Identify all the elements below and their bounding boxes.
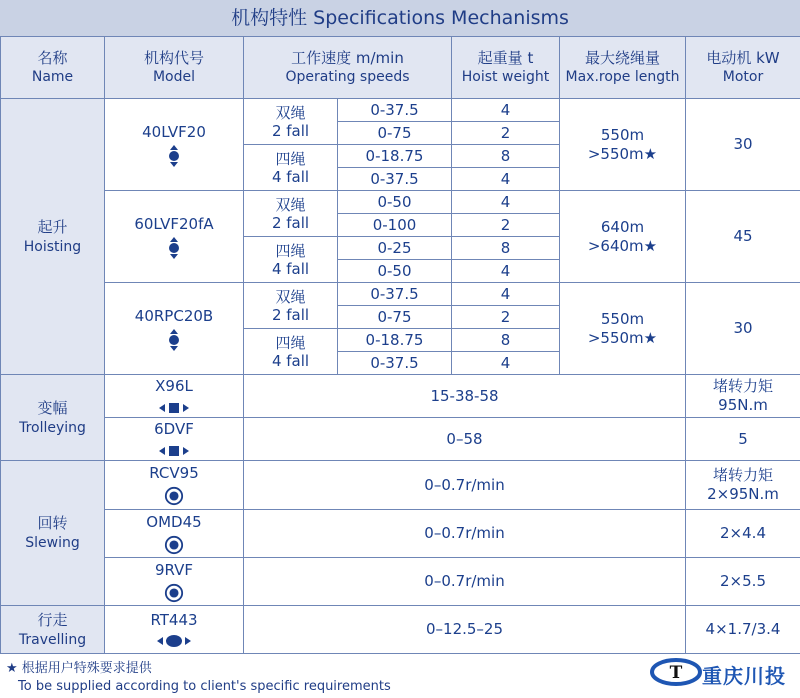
category-label-cn: 回转 <box>37 514 68 532</box>
model-code: 9RVF <box>154 560 194 579</box>
fall-4-label <box>244 329 338 375</box>
weight-value: 4 <box>500 354 511 372</box>
speed-cell <box>244 375 686 418</box>
model-code: OMD45 <box>146 512 202 531</box>
weight-cell <box>452 122 560 145</box>
motor-value: 45 <box>733 227 753 245</box>
fall-en: 4 fall <box>271 167 310 186</box>
weight-cell <box>452 329 560 352</box>
speed-cell <box>244 606 686 654</box>
table-row <box>1 461 800 510</box>
table-row <box>1 418 800 461</box>
weight-cell <box>452 99 560 122</box>
weight-value: 8 <box>500 147 511 165</box>
fall-cn: 四绳 <box>275 241 306 260</box>
speed-value: 0-37.5 <box>370 354 419 372</box>
table-row <box>1 99 800 122</box>
model-code: 60LVF20fA <box>134 214 214 233</box>
category-hoisting <box>1 99 105 375</box>
speed-value: 0-100 <box>372 216 417 234</box>
fall-cn: 双绳 <box>275 195 306 214</box>
speed-cell <box>244 418 686 461</box>
speed-value: 0–0.7r/min <box>424 524 505 542</box>
model-cell <box>105 375 244 418</box>
table-header-row <box>1 37 800 99</box>
speed-value: 0-18.75 <box>365 331 424 349</box>
header-model: 机构代号 Model <box>105 37 244 99</box>
motor-cell <box>686 418 800 461</box>
speed-cell <box>338 283 452 306</box>
vertical-arrows-icon <box>162 145 186 167</box>
table-row <box>1 191 800 214</box>
speed-value: 0-37.5 <box>370 285 419 303</box>
speed-value: 0-75 <box>377 124 412 142</box>
rope-cell <box>560 283 686 375</box>
category-label-en: Travelling <box>18 631 87 648</box>
vertical-arrows-icon <box>162 329 186 351</box>
model-cell <box>105 99 244 191</box>
weight-cell <box>452 168 560 191</box>
model-code: RCV95 <box>149 464 199 482</box>
speed-cell <box>338 329 452 352</box>
motor-cell <box>686 510 800 558</box>
speed-cell <box>244 558 686 606</box>
model-cell <box>105 418 244 461</box>
category-label-cn: 起升 <box>37 217 68 236</box>
speed-cell <box>338 352 452 375</box>
rope-value-optional: >550m★ <box>587 328 658 347</box>
rope-cell <box>560 99 686 191</box>
speed-cell <box>338 237 452 260</box>
horizontal-arrows-icon <box>159 444 189 458</box>
speed-value: 0-50 <box>377 262 412 280</box>
speed-value: 0–58 <box>446 429 483 448</box>
weight-value: 2 <box>500 124 511 142</box>
table-row <box>1 283 800 306</box>
weight-value: 8 <box>500 239 511 257</box>
model-cell <box>105 191 244 283</box>
category-travelling <box>1 606 105 654</box>
speed-cell <box>338 168 452 191</box>
model-cell <box>105 558 244 606</box>
rope-value: 550m <box>600 309 645 328</box>
motor-value: 30 <box>733 319 753 337</box>
speed-value: 15-38-58 <box>430 386 499 405</box>
fall-en: 4 fall <box>271 259 310 278</box>
footnote-cn: ★ 根据用户特殊要求提供 <box>6 661 152 676</box>
motor-cell <box>686 558 800 606</box>
motor-value: 堵转力矩 <box>712 377 773 395</box>
speed-cell <box>338 306 452 329</box>
speed-value: 0–0.7r/min <box>424 475 505 494</box>
speed-value: 0-37.5 <box>370 170 419 188</box>
speed-cell <box>338 260 452 283</box>
motor-cell <box>686 283 800 375</box>
fall-en: 2 fall <box>271 305 310 324</box>
speed-value: 0-18.75 <box>365 147 424 165</box>
category-label-en: Slewing <box>25 535 80 551</box>
travel-arrows-icon <box>157 633 191 649</box>
speed-cell <box>338 145 452 168</box>
weight-cell <box>452 214 560 237</box>
fall-2-label <box>244 283 338 329</box>
category-label-cn: 变幅 <box>37 398 68 417</box>
speed-cell <box>338 214 452 237</box>
fall-cn: 双绳 <box>275 103 306 122</box>
rope-value: 640m <box>600 217 645 236</box>
weight-value: 4 <box>500 262 511 280</box>
table-row <box>1 375 800 418</box>
model-code: X96L <box>155 377 193 395</box>
weight-value: 4 <box>500 101 511 119</box>
table-row <box>1 558 800 606</box>
fall-2-label <box>244 99 338 145</box>
speed-cell <box>244 461 686 510</box>
motor-cell <box>686 461 800 510</box>
fall-cn: 四绳 <box>275 149 306 168</box>
speed-value: 0-75 <box>377 308 412 326</box>
category-label-en: Hoisting <box>23 238 82 255</box>
logo-letter: T <box>669 663 683 683</box>
speed-value: 0–12.5–25 <box>425 620 504 638</box>
spec-table <box>0 36 800 654</box>
fall-en: 2 fall <box>271 213 310 232</box>
table-row <box>1 510 800 558</box>
speed-cell <box>244 510 686 558</box>
fall-cn: 双绳 <box>275 287 306 306</box>
weight-value: 4 <box>500 285 511 303</box>
page-title: 机构特性 Specifications Mechanisms <box>0 0 800 36</box>
header-motor: 电动机 kW Motor <box>686 37 800 99</box>
rotation-icon <box>164 583 184 603</box>
speed-value: 0–0.7r/min <box>424 572 505 590</box>
motor-value-2: 95N.m <box>718 396 768 414</box>
rope-value-optional: >640m★ <box>587 236 658 255</box>
table-row <box>1 606 800 654</box>
header-weight: 起重量 t Hoist weight <box>452 37 560 99</box>
rope-value: 550m <box>600 125 645 144</box>
fall-4-label <box>244 237 338 283</box>
category-slewing <box>1 461 105 606</box>
motor-value: 4×1.7/3.4 <box>705 620 781 638</box>
motor-value: 5 <box>738 429 748 448</box>
model-code: 40LVF20 <box>142 122 206 141</box>
motor-value: 2×5.5 <box>720 572 766 590</box>
weight-value: 4 <box>500 193 511 211</box>
rope-cell <box>560 191 686 283</box>
rope-value-optional: >550m★ <box>587 144 658 163</box>
speed-value: 0-25 <box>377 239 412 257</box>
rotation-icon <box>164 535 184 555</box>
category-label-en: Trolleying <box>19 419 86 436</box>
header-name: 名称 Name <box>1 37 105 99</box>
motor-cell <box>686 375 800 418</box>
weight-cell <box>452 306 560 329</box>
category-label-cn: 行走 <box>37 610 68 629</box>
motor-cell <box>686 191 800 283</box>
model-code: 6DVF <box>154 420 194 438</box>
model-cell <box>105 283 244 375</box>
weight-value: 4 <box>500 170 511 188</box>
model-code: RT443 <box>150 610 198 629</box>
model-cell <box>105 461 244 510</box>
motor-value-2: 2×95N.m <box>707 485 779 503</box>
weight-cell <box>452 145 560 168</box>
vertical-arrows-icon <box>162 237 186 259</box>
motor-cell <box>686 606 800 654</box>
rotation-icon <box>164 486 184 506</box>
weight-cell <box>452 352 560 375</box>
weight-cell <box>452 237 560 260</box>
speed-value: 0-50 <box>377 193 412 211</box>
model-cell <box>105 510 244 558</box>
logo-text: 重庆川投 <box>702 664 786 688</box>
fall-2-label <box>244 191 338 237</box>
fall-cn: 四绳 <box>275 333 306 352</box>
motor-value: 堵转力矩 <box>712 466 773 484</box>
fall-4-label <box>244 145 338 191</box>
weight-value: 2 <box>500 308 511 326</box>
weight-value: 2 <box>500 216 511 234</box>
motor-cell <box>686 99 800 191</box>
speed-value: 0-37.5 <box>370 101 419 119</box>
header-speed: 工作速度 m/min Operating speeds <box>244 37 452 99</box>
motor-value: 2×4.4 <box>720 524 766 542</box>
motor-value: 30 <box>733 135 753 153</box>
weight-cell <box>452 191 560 214</box>
speed-cell <box>338 191 452 214</box>
category-trolleying <box>1 375 105 461</box>
weight-value: 8 <box>500 331 511 349</box>
speed-cell <box>338 99 452 122</box>
weight-cell <box>452 260 560 283</box>
speed-cell <box>338 122 452 145</box>
model-cell <box>105 606 244 654</box>
fall-en: 2 fall <box>271 121 310 140</box>
model-code: 40RPC20B <box>134 306 214 325</box>
weight-cell <box>452 283 560 306</box>
horizontal-arrows-icon <box>159 401 189 415</box>
header-rope: 最大绕绳量 Max.rope length <box>560 37 686 99</box>
footnote-en: To be supplied according to client's specific requirements <box>18 679 391 694</box>
fall-en: 4 fall <box>271 351 310 370</box>
